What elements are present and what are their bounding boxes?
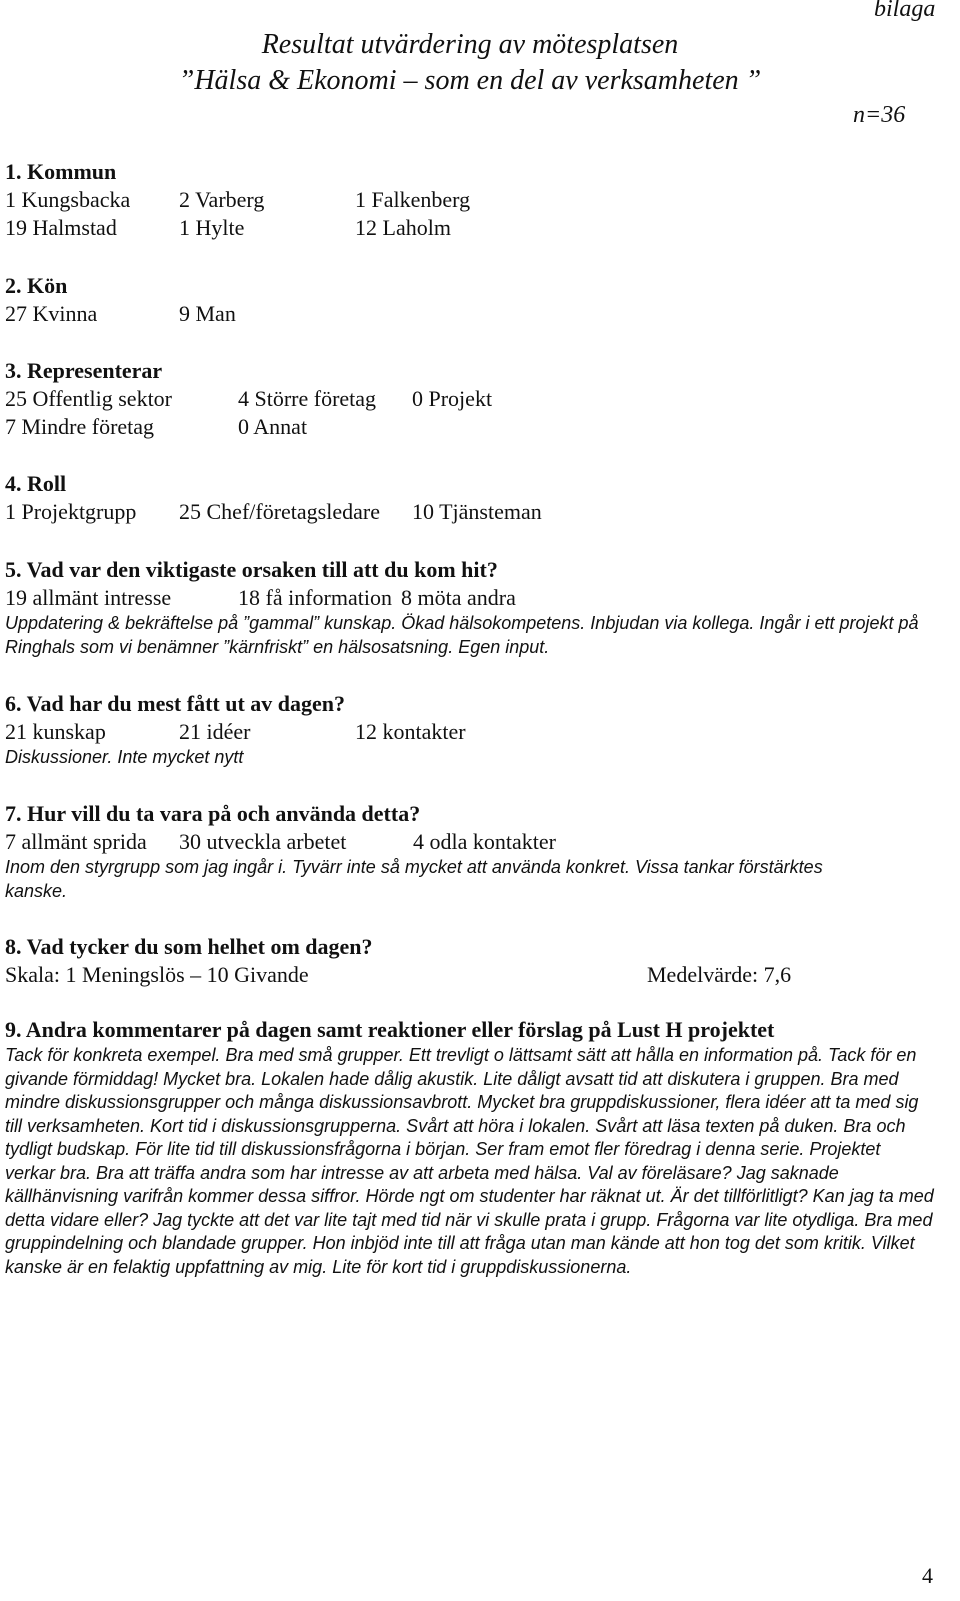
sample-size: n=36 <box>853 102 906 128</box>
q1-item: 2 Varberg <box>179 187 265 212</box>
q3-item: 0 Projekt <box>412 386 493 411</box>
q3-item: 7 Mindre företag <box>5 414 155 439</box>
q1-heading: 1. Kommun <box>5 159 117 184</box>
q1-item: 12 Laholm <box>355 215 451 240</box>
q3-heading: 3. Representerar <box>5 358 163 383</box>
q6-item: 12 kontakter <box>355 719 466 744</box>
q3-item: 4 Större företag <box>238 386 377 411</box>
q7-item: 7 allmänt sprida <box>5 829 147 854</box>
q8-average: Medelvärde: 7,6 <box>647 962 792 987</box>
q4-item: 25 Chef/företagsledare <box>179 499 380 524</box>
q1-item: 1 Kungsbacka <box>5 187 131 212</box>
q4-item: 10 Tjänsteman <box>412 499 542 524</box>
document-title-line1: Resultat utvärdering av mötesplatsen <box>261 29 679 60</box>
q7-heading: 7. Hur vill du ta vara på och använda detta? <box>5 801 421 826</box>
q6-comments: Diskussioner. Inte mycket nytt <box>5 747 244 767</box>
q5-item: 8 möta andra <box>401 585 516 610</box>
q4-item: 1 Projektgrupp <box>5 499 137 524</box>
q8-heading: 8. Vad tycker du som helhet om dagen? <box>5 934 373 959</box>
q7-comments: Inom den styrgrupp som jag ingår i. Tyvärr inte så mycket att använda konkret. Vissa tankar förstärktes kanske. <box>5 857 823 901</box>
q6-item: 21 idéer <box>179 719 251 744</box>
q9-heading: 9. Andra kommentarer på dagen samt reaktioner eller förslag på Lust H projektet <box>5 1017 775 1042</box>
q1-item: 1 Falkenberg <box>355 187 471 212</box>
q5-item: 19 allmänt intresse <box>5 585 172 610</box>
attachment-label: bilaga <box>874 0 936 22</box>
q9-comments: Tack för konkreta exempel. Bra med små grupper. Ett trevligt o lättsamt sätt att hålla en information på. Tack för en givande förmiddag! Mycket bra. Lokalen hade dålig akustik. Lite dåligt avsatt tid att diskutera i gruppen. Bra med mindre diskussionsgrupper och många diskussionsavbrott. Mycket bra gruppdiskussioner, flera idéer att ta med sig till verksamheten. Kort tid i diskussionsgrupperna. Svårt att höra i lokalen. Svårt att läsa texten på duken. Bra och tydligt budskap. För lite tid till diskussionsfrågorna i början. Ser fram emot fler föredrag i denna serie. Projektet verkar bra. Bra att träffa andra som har intresse av att arbeta med hälsa. Val av föreläsare? Jag saknade källhänvisning varifrån kommer dessa siffror. Hörde ngt om studenter har räknat ut. Är det tillförlitligt? Kan jag ta med detta vidare eller? Jag tyckte att det var lite tajt med tid när vi skulle prata i grupp. Frågorna var lite otydliga. Bra med gruppindelning och blandade grupper. Hon inbjöd inte till att fråga utan man kände att hon tog det som kritik. Vilket kanske är en felaktig uppfattning av mig. Lite för kort tid i gruppdiskussionerna. <box>5 1045 934 1277</box>
page-number: 4 <box>922 1563 933 1588</box>
q7-item: 30 utveckla arbetet <box>179 829 347 854</box>
q6-heading: 6. Vad har du mest fått ut av dagen? <box>5 691 346 716</box>
q2-item: 27 Kvinna <box>5 301 98 326</box>
q6-item: 21 kunskap <box>5 719 106 744</box>
q5-heading: 5. Vad var den viktigaste orsaken till att du kom hit? <box>5 557 498 582</box>
q2-heading: 2. Kön <box>5 273 68 298</box>
q1-item: 19 Halmstad <box>5 215 117 240</box>
q5-comments: Uppdatering & bekräftelse på ”gammal” kunskap. Ökad hälsokompetens. Inbjudan via kollega. Ingår i ett projekt på Ringhals som vi benämner ”kärnfriskt” en hälsosatsning. Egen input. <box>5 613 919 657</box>
q8-scale: Skala: 1 Meningslös – 10 Givande <box>5 962 309 987</box>
q4-heading: 4. Roll <box>5 471 67 496</box>
q3-item: 0 Annat <box>238 414 308 439</box>
q1-item: 1 Hylte <box>179 215 245 240</box>
document-title-line2: ”Hälsa & Ekonomi – som en del av verksamheten ” <box>178 65 762 96</box>
q5-item: 18 få information <box>238 585 392 610</box>
q2-item: 9 Man <box>179 301 236 326</box>
q3-item: 25 Offentlig sektor <box>5 386 173 411</box>
q7-item: 4 odla kontakter <box>413 829 556 854</box>
